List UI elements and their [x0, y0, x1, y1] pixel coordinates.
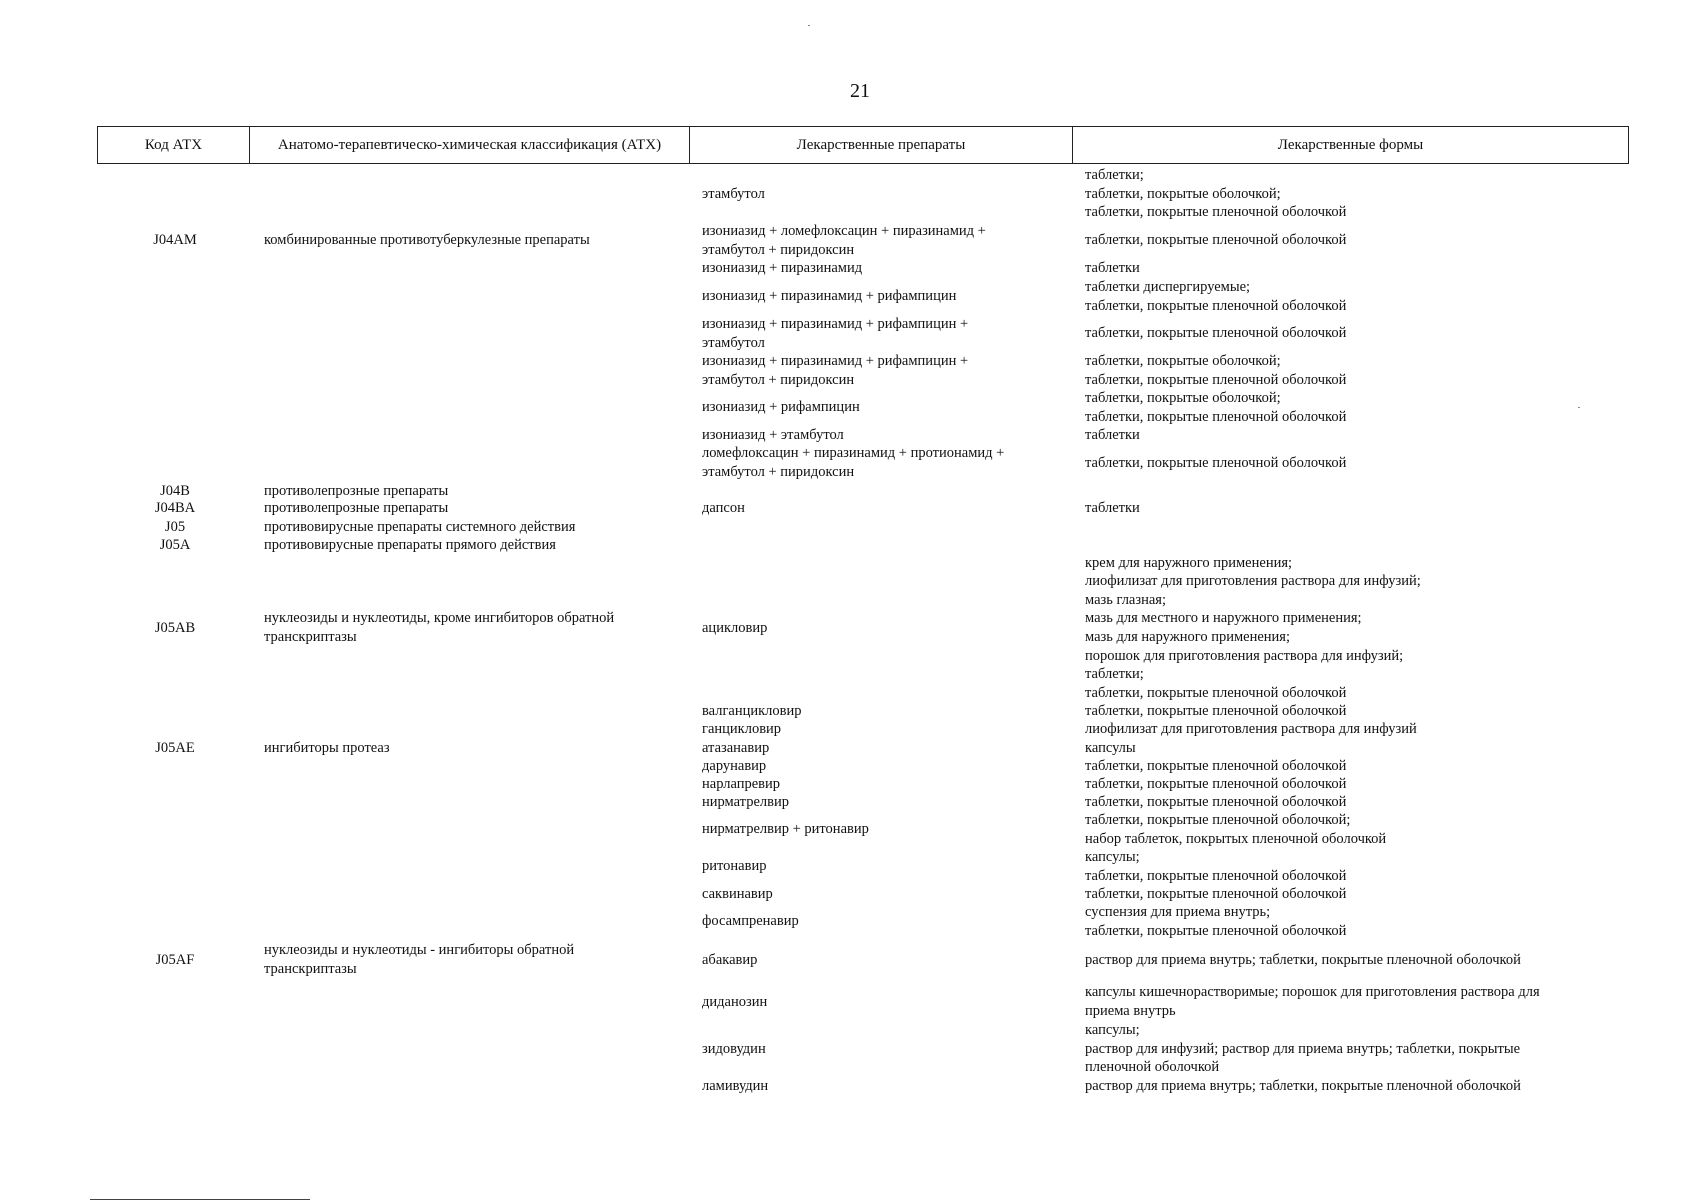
row-drug: нирматрелвир	[702, 793, 789, 810]
row-drug: изониазид + ломефлоксацин + пиразинамид + этамбутол + пиридоксин	[702, 222, 986, 258]
row-form: раствор для приема внутрь; таблетки, покрытые пленочной оболочкой	[1085, 951, 1521, 968]
table-row	[0, 315, 1703, 352]
row-classification	[264, 702, 674, 720]
row-classification	[264, 757, 674, 775]
table-row	[0, 1021, 1703, 1077]
row-drug	[702, 518, 1062, 536]
row-drug	[702, 536, 1062, 554]
row-classification	[264, 903, 674, 940]
row-drug: изониазид + пиразинамид + рифампицин + этамбутол	[702, 315, 969, 351]
row-classification	[264, 278, 674, 315]
row-form: таблетки, покрытые пленочной оболочкой	[1085, 775, 1347, 792]
row-code	[120, 775, 230, 793]
row-drug: изониазид + рифампицин	[702, 399, 860, 416]
table-row	[0, 518, 1703, 536]
row-classification	[264, 166, 674, 222]
row-classification	[264, 848, 674, 885]
table-row	[0, 554, 1703, 702]
table-row	[0, 720, 1703, 738]
row-classification: противолепрозные препараты	[264, 500, 449, 517]
row-form: суспензия для приема внутрь; таблетки, покрытые пленочной оболочкой	[1085, 903, 1347, 939]
row-code	[120, 720, 230, 738]
row-drug: этамбутол	[702, 185, 765, 202]
row-form: таблетки	[1085, 259, 1140, 276]
table-row	[0, 278, 1703, 315]
row-drug: зидовудин	[702, 1040, 766, 1057]
row-code	[120, 757, 230, 775]
row-form: крем для наружного применения; лиофилизат для приготовления раствора для инфузий; мазь глазная; мазь для местного и наружного применения; мазь для наружного применения; порошок для приготовления раствора для инфузий; таблетки; таблетки, покрытые пленочной оболочкой	[1085, 554, 1421, 701]
row-drug: абакавир	[702, 951, 758, 968]
row-form: таблетки диспергируемые; таблетки, покрытые пленочной оболочкой	[1085, 278, 1347, 314]
row-classification	[264, 315, 674, 352]
row-form: таблетки, покрытые пленочной оболочкой	[1085, 885, 1347, 902]
table-row	[0, 848, 1703, 885]
row-classification	[264, 389, 674, 426]
row-drug: дарунавир	[702, 757, 767, 774]
row-drug: ганцикловир	[702, 720, 782, 737]
row-classification	[264, 720, 674, 738]
header-classification: Анатомо-терапевтическо-химическая классификация (АТХ)	[250, 127, 690, 163]
row-code: J05	[164, 518, 186, 535]
row-code	[120, 278, 230, 315]
row-code	[120, 259, 230, 277]
row-code	[120, 426, 230, 444]
row-drug: изониазид + этамбутол	[702, 426, 844, 443]
row-code: J04BA	[154, 500, 196, 517]
row-classification	[264, 444, 674, 482]
row-classification: противовирусные препараты прямого действия	[264, 536, 556, 553]
row-code: J05AB	[154, 619, 196, 636]
row-code	[120, 702, 230, 720]
row-form: таблетки, покрытые пленочной оболочкой	[1085, 325, 1347, 342]
row-form: таблетки; таблетки, покрытые оболочкой; таблетки, покрытые пленочной оболочкой	[1085, 167, 1347, 221]
row-drug: валганцикловир	[702, 702, 802, 719]
row-classification	[264, 1021, 674, 1077]
row-classification	[264, 352, 674, 389]
row-classification	[264, 885, 674, 903]
row-classification: нуклеозиды и нуклеотиды - ингибиторы обратной транскриптазы	[264, 942, 575, 977]
table-row	[0, 1077, 1703, 1095]
row-code	[120, 848, 230, 885]
row-drug: изониазид + пиразинамид	[702, 259, 863, 276]
row-code	[120, 1077, 230, 1095]
row-form: капсулы; таблетки, покрытые пленочной оболочкой	[1085, 848, 1347, 884]
row-code: J04AM	[153, 232, 197, 249]
row-form: капсулы кишечнорастворимые; порошок для приготовления раствора для приема внутрь	[1085, 984, 1540, 1019]
row-form: капсулы	[1085, 739, 1136, 756]
row-classification	[264, 259, 674, 277]
table-row	[0, 775, 1703, 793]
row-form: таблетки	[1085, 426, 1140, 443]
row-classification	[264, 811, 674, 848]
row-classification	[264, 775, 674, 793]
row-classification: противолепрозные препараты	[264, 482, 449, 499]
table-row	[0, 702, 1703, 720]
row-code	[120, 793, 230, 811]
row-drug: нирматрелвир + ритонавир	[702, 821, 869, 838]
row-code: J05A	[159, 536, 191, 553]
row-code	[120, 885, 230, 903]
row-code	[120, 903, 230, 940]
row-classification	[264, 1077, 674, 1095]
row-drug: фосампренавир	[702, 913, 799, 930]
header-forms: Лекарственные формы	[1277, 136, 1424, 153]
table-row	[0, 942, 1703, 978]
row-classification: ингибиторы протеаз	[264, 739, 390, 756]
row-drug: нарлапревир	[702, 775, 781, 792]
row-form: таблетки, покрытые оболочкой; таблетки, покрытые пленочной оболочкой	[1085, 352, 1347, 388]
row-classification: противовирусные препараты системного действия	[264, 518, 576, 535]
row-form: таблетки, покрытые пленочной оболочкой	[1085, 757, 1347, 774]
table-row	[0, 811, 1703, 848]
table-row	[0, 739, 1703, 757]
row-code	[120, 1021, 230, 1077]
table-row	[0, 983, 1703, 1021]
table-row	[0, 352, 1703, 389]
row-form: таблетки, покрытые пленочной оболочкой	[1085, 232, 1347, 249]
row-code	[120, 811, 230, 848]
table-row	[0, 389, 1703, 426]
row-form	[1085, 482, 1615, 500]
row-drug: диданозин	[702, 993, 768, 1010]
row-code	[120, 389, 230, 426]
row-classification: нуклеозиды и нуклеотиды, кроме ингибиторов обратной транскриптазы	[264, 610, 615, 645]
table-row	[0, 166, 1703, 222]
table-row	[0, 499, 1703, 518]
row-form: таблетки, покрытые пленочной оболочкой	[1085, 454, 1347, 471]
row-code: J04B	[160, 482, 190, 499]
row-drug: изониазид + пиразинамид + рифампицин	[702, 288, 957, 305]
table-row	[0, 259, 1703, 277]
table-row	[0, 757, 1703, 775]
page-number: 21	[850, 80, 870, 102]
row-code	[120, 166, 230, 222]
table-row	[0, 444, 1703, 482]
row-drug: ритонавир	[702, 858, 767, 875]
row-drug: изониазид + пиразинамид + рифампицин + этамбутол + пиридоксин	[702, 352, 969, 388]
scan-speck	[1578, 407, 1580, 408]
row-drug: ацикловир	[702, 619, 768, 636]
row-classification	[264, 426, 674, 444]
header-drugs: Лекарственные препараты	[690, 127, 1073, 163]
table-row	[0, 536, 1703, 554]
scan-speck	[808, 25, 810, 26]
row-classification	[264, 793, 674, 811]
row-form: таблетки	[1085, 500, 1140, 517]
row-drug: саквинавир	[702, 885, 773, 902]
row-code	[120, 315, 230, 352]
table-row	[0, 222, 1703, 259]
row-drug	[702, 482, 1062, 500]
row-drug: атазанавир	[702, 739, 770, 756]
row-form: таблетки, покрытые оболочкой; таблетки, покрытые пленочной оболочкой	[1085, 389, 1347, 425]
table-row	[0, 426, 1703, 444]
row-code: J05AF	[155, 951, 195, 968]
row-form	[1085, 536, 1615, 554]
row-code	[120, 444, 230, 482]
table-row	[0, 885, 1703, 903]
table-row	[0, 793, 1703, 811]
table-row	[0, 903, 1703, 940]
row-code: J05AE	[155, 739, 195, 756]
row-form: лиофилизат для приготовления раствора для инфузий	[1085, 720, 1417, 737]
row-code	[120, 983, 230, 1021]
row-classification: комбинированные противотуберкулезные препараты	[264, 232, 590, 249]
row-classification	[264, 983, 674, 1021]
row-drug: ломефлоксацин + пиразинамид + протионамид + этамбутол + пиридоксин	[702, 445, 1005, 480]
row-code	[120, 352, 230, 389]
row-form: раствор для приема внутрь; таблетки, покрытые пленочной оболочкой	[1085, 1077, 1521, 1094]
row-form	[1085, 518, 1615, 536]
row-form: таблетки, покрытые пленочной оболочкой	[1085, 793, 1347, 810]
row-drug: ламивудин	[702, 1077, 769, 1094]
row-form: таблетки, покрытые пленочной оболочкой; набор таблеток, покрытых пленочной оболочкой	[1085, 811, 1387, 847]
row-form: капсулы; раствор для инфузий; раствор для приема внутрь; таблетки, покрытые пленочной оболочкой	[1085, 1022, 1520, 1076]
row-drug: дапсон	[702, 500, 745, 517]
table-row	[0, 482, 1703, 500]
header-code: Код АТХ	[98, 127, 250, 163]
row-form: таблетки, покрытые пленочной оболочкой	[1085, 702, 1347, 719]
